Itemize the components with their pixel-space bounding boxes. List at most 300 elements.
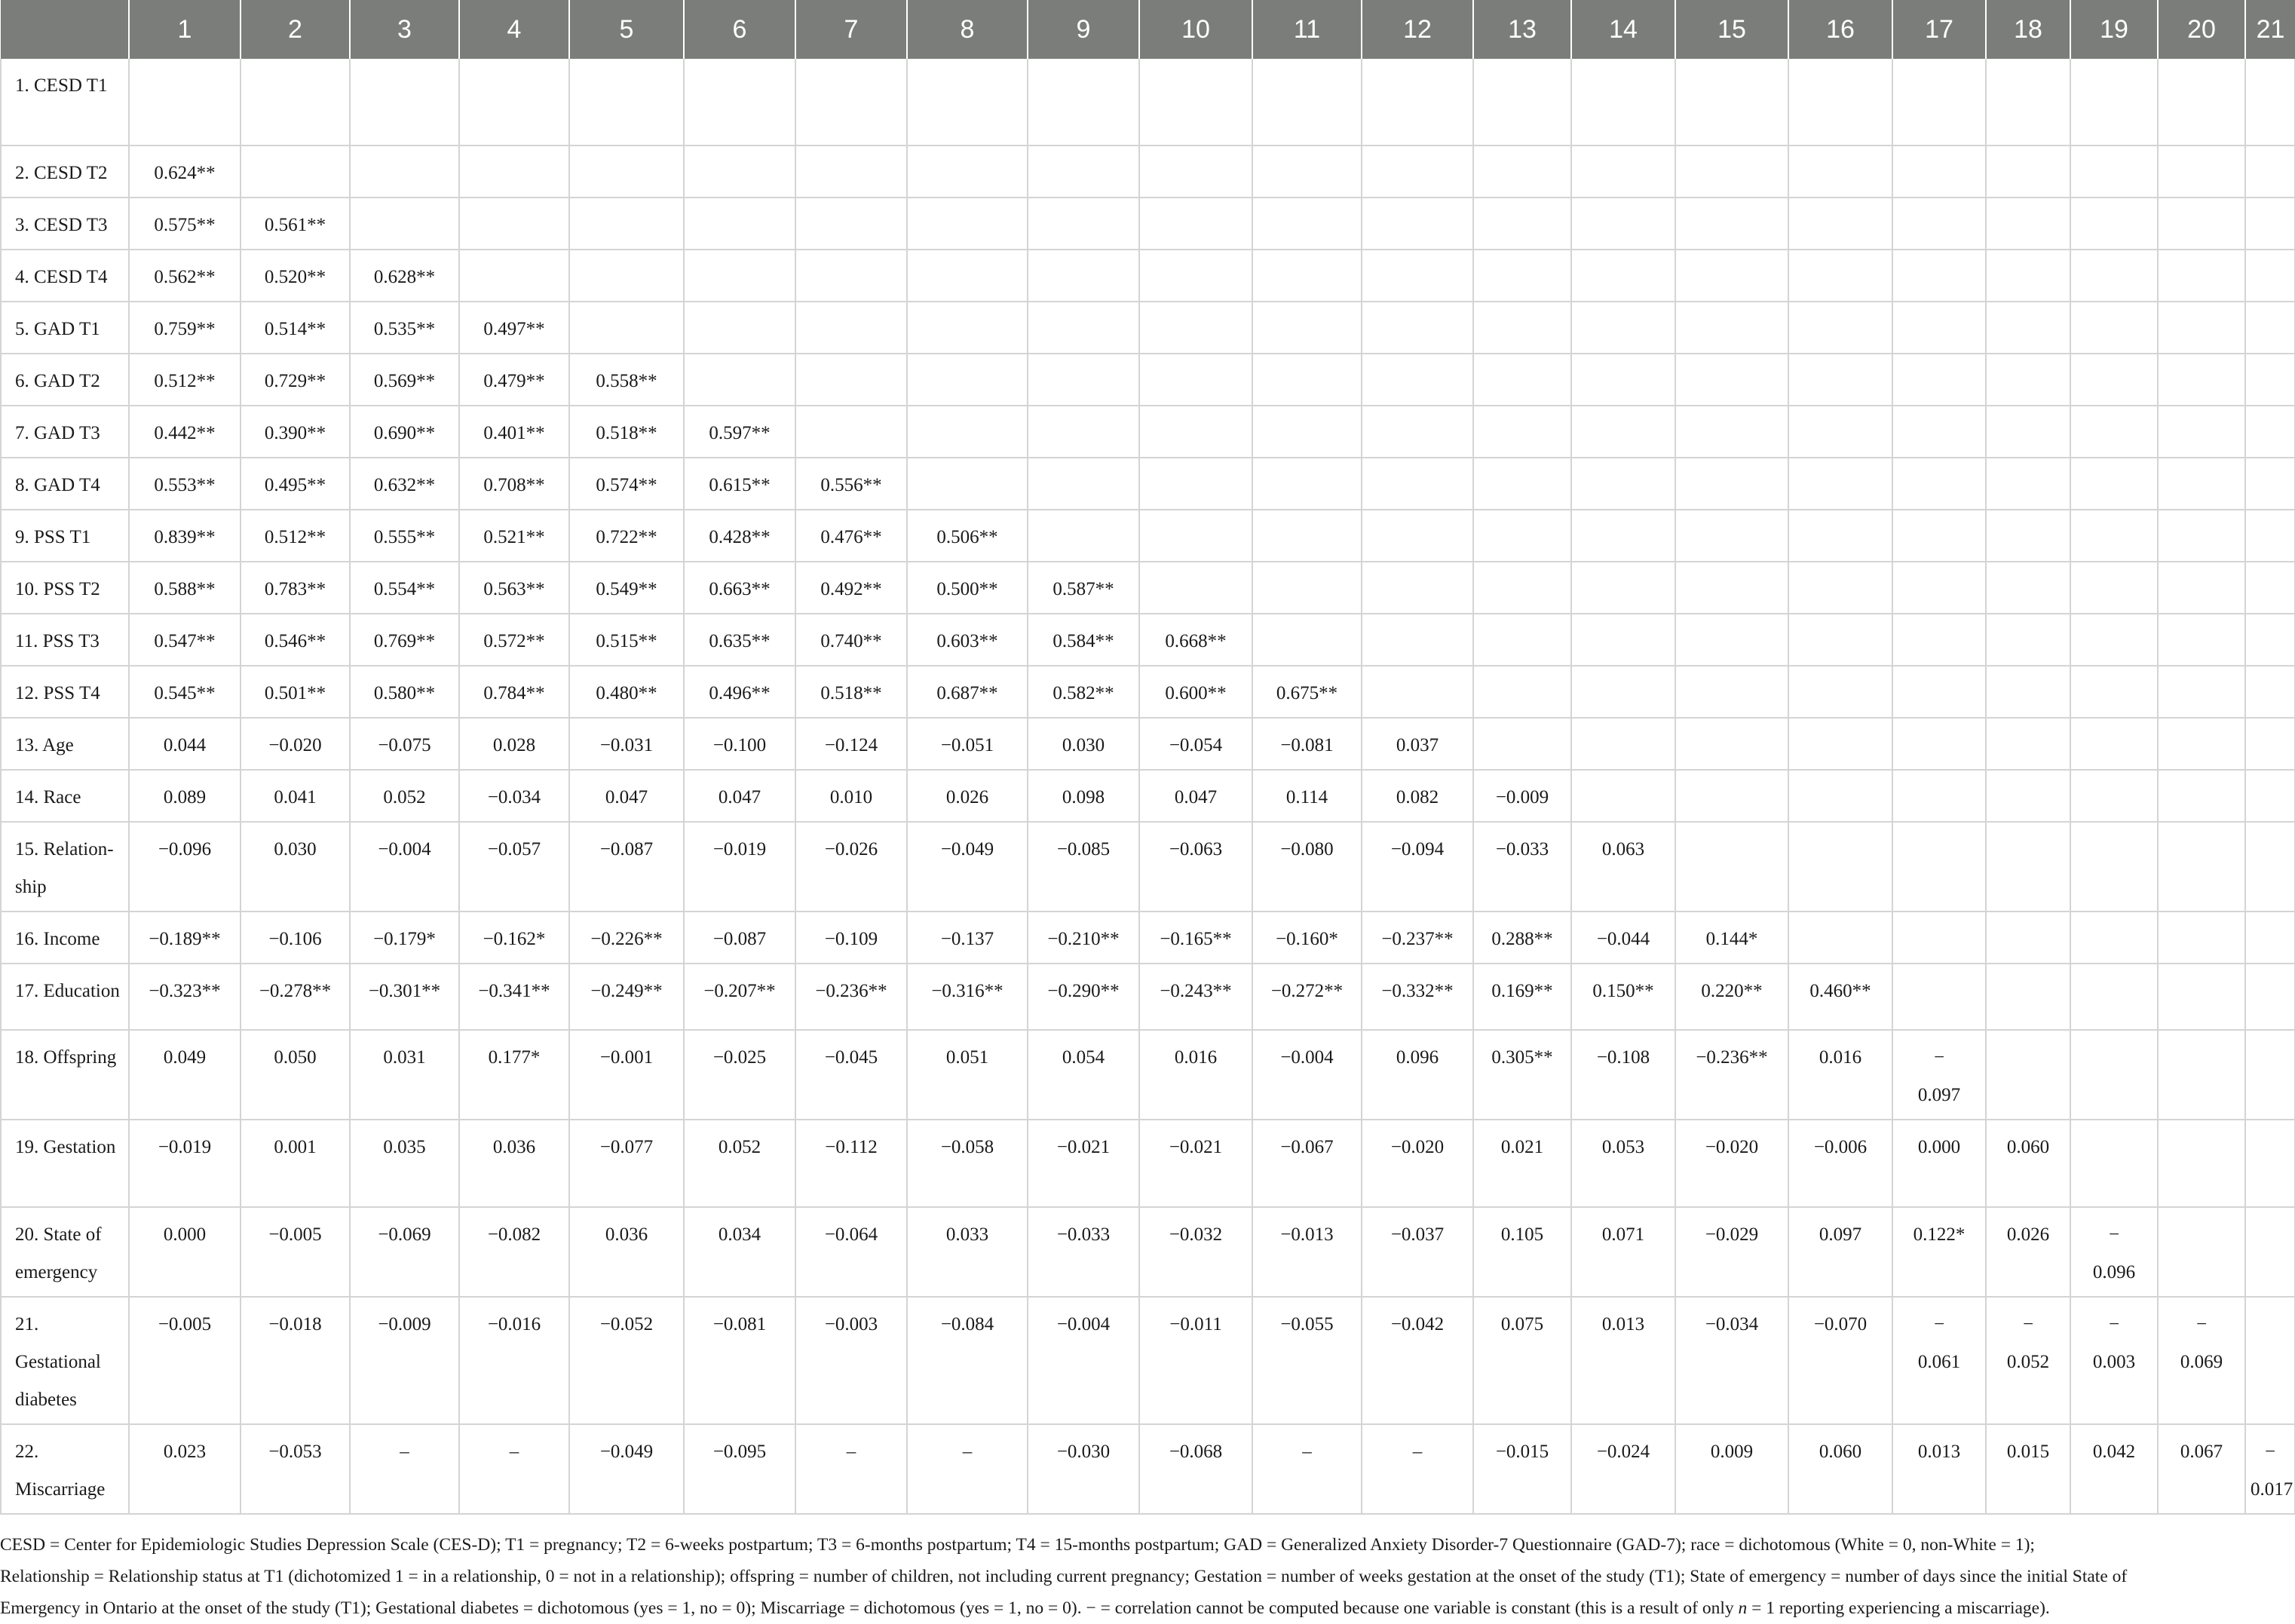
table-cell: 0.071 [1571,1207,1675,1297]
column-header: 19 [2070,0,2158,59]
table-cell: 0.305** [1473,1030,1571,1120]
table-cell [2070,912,2158,964]
table-cell [1473,198,1571,250]
table-cell [1788,770,1892,822]
table-cell [1892,302,1986,354]
table-cell: 0.442** [129,406,241,458]
table-cell [1986,510,2070,562]
table-cell: −0.323** [129,964,241,1030]
table-cell: −0.087 [569,822,684,912]
table-cell [1986,964,2070,1030]
table-cell: −0.013 [1252,1207,1362,1297]
table-cell [2070,302,2158,354]
table-cell: 0.497** [459,302,569,354]
table-cell: 0.097 [1788,1207,1892,1297]
row-label: 10. PSS T2 [1,562,129,614]
table-cell [459,198,569,250]
table-cell: 0.023 [129,1424,241,1514]
table-cell [2245,718,2295,770]
table-cell [1362,354,1473,406]
table-cell: 0.729** [241,354,350,406]
table-cell: 0.075 [1473,1297,1571,1424]
table-cell [907,458,1028,510]
table-cell [1675,59,1788,146]
table-row [1,964,2295,1030]
table-cell: −0.100 [684,718,795,770]
table-cell: 0.052 [684,1120,795,1207]
table-cell [2158,406,2245,458]
table-cell: −0.021 [1139,1120,1252,1207]
table-cell [350,198,459,250]
table-cell [1986,458,2070,510]
table-cell [1028,458,1139,510]
table-cell [2245,562,2295,614]
table-cell [1473,406,1571,458]
row-label: 22. Miscarriage [1,1424,129,1514]
table-cell [1252,406,1362,458]
table-cell: −0.108 [1571,1030,1675,1120]
table-cell: −0.084 [907,1297,1028,1424]
table-cell: 0.480** [569,666,684,718]
table-row [1,1297,2295,1424]
table-cell: −0.009 [350,1297,459,1424]
table-cell [241,59,350,146]
table-cell: −0.237** [1362,912,1473,964]
table-cell [1252,458,1362,510]
table-cell [459,146,569,198]
table-cell: 0.476** [795,510,907,562]
table-cell: 0.518** [569,406,684,458]
column-header: 15 [1675,0,1788,59]
row-label: 6. GAD T2 [1,354,129,406]
table-cell: −0.077 [569,1120,684,1207]
table-cell [795,250,907,302]
table-cell: −0.069 [350,1207,459,1297]
table-cell: −0.005 [241,1207,350,1297]
table-cell [2245,59,2295,146]
table-cell [1986,770,2070,822]
column-header: 4 [459,0,569,59]
table-cell: −0.087 [684,912,795,964]
table-cell: −0.009 [1473,770,1571,822]
table-cell [1986,718,2070,770]
table-cell: − 0.069 [2158,1297,2245,1424]
row-label: 8. GAD T4 [1,458,129,510]
table-row [1,822,2295,912]
table-cell: 0.052 [350,770,459,822]
table-cell: 0.041 [241,770,350,822]
table-cell: 0.520** [241,250,350,302]
table-cell: 0.009 [1675,1424,1788,1514]
table-cell: 0.553** [129,458,241,510]
table-cell [2070,354,2158,406]
table-cell: −0.011 [1139,1297,1252,1424]
table-cell: 0.047 [1139,770,1252,822]
table-cell: −0.045 [795,1030,907,1120]
column-header: 2 [241,0,350,59]
table-cell: 0.496** [684,666,795,718]
table-cell [2158,1120,2245,1207]
table-cell [1675,770,1788,822]
table-cell: 0.122* [1892,1207,1986,1297]
table-header-row [1,0,2295,59]
table-cell: −0.003 [795,1297,907,1424]
table-cell: 0.632** [350,458,459,510]
table-cell: −0.052 [569,1297,684,1424]
table-cell: −0.034 [1675,1297,1788,1424]
table-cell [1473,146,1571,198]
table-cell [569,146,684,198]
table-cell [1892,146,1986,198]
table-cell [1892,250,1986,302]
table-row [1,1424,2295,1514]
table-cell: −0.024 [1571,1424,1675,1514]
table-cell: −0.018 [241,1297,350,1424]
table-cell: 0.547** [129,614,241,666]
table-cell [129,59,241,146]
row-label: 11. PSS T3 [1,614,129,666]
table-cell: − 0.061 [1892,1297,1986,1424]
table-cell: 0.144* [1675,912,1788,964]
table-cell: −0.162* [459,912,569,964]
table-cell [1473,302,1571,354]
table-cell [2245,912,2295,964]
table-cell: −0.058 [907,1120,1028,1207]
table-cell: 0.663** [684,562,795,614]
table-cell [1139,198,1252,250]
table-cell [1571,146,1675,198]
table-cell: 0.569** [350,354,459,406]
table-cell: 0.105 [1473,1207,1571,1297]
table-row [1,718,2295,770]
table-row [1,614,2295,666]
table-cell: 0.521** [459,510,569,562]
column-header: 11 [1252,0,1362,59]
table-cell [2245,146,2295,198]
table-row [1,354,2295,406]
table-cell: −0.019 [684,822,795,912]
table-cell: 0.501** [241,666,350,718]
table-cell: 0.034 [684,1207,795,1297]
table-cell [907,250,1028,302]
table-cell [2070,770,2158,822]
table-cell: 0.060 [1788,1424,1892,1514]
table-cell: 0.030 [1028,718,1139,770]
table-cell: 0.036 [459,1120,569,1207]
table-cell [1788,510,1892,562]
table-cell [1892,406,1986,458]
table-cell [569,198,684,250]
table-cell: −0.068 [1139,1424,1252,1514]
table-cell: 0.042 [2070,1424,2158,1514]
table-cell: −0.016 [459,1297,569,1424]
table-cell [1788,822,1892,912]
table-cell [1362,59,1473,146]
table-cell [2245,406,2295,458]
table-cell [1675,354,1788,406]
table-cell: 0.839** [129,510,241,562]
table-cell: 0.563** [459,562,569,614]
table-cell [907,354,1028,406]
table-cell: 0.546** [241,614,350,666]
table-cell: −0.124 [795,718,907,770]
table-cell [1788,666,1892,718]
table-cell [907,406,1028,458]
table-cell [907,146,1028,198]
table-cell [459,59,569,146]
table-cell: −0.070 [1788,1297,1892,1424]
table-cell: −0.019 [129,1120,241,1207]
table-cell [2070,198,2158,250]
table-cell: −0.075 [350,718,459,770]
table-cell [1675,562,1788,614]
table-cell [2070,250,2158,302]
column-header: 21 [2245,0,2295,59]
column-header: 16 [1788,0,1892,59]
table-row [1,59,2295,146]
table-cell [2245,510,2295,562]
table-cell: 0.584** [1028,614,1139,666]
table-cell [2158,964,2245,1030]
table-cell: 0.479** [459,354,569,406]
table-cell: 0.044 [129,718,241,770]
table-cell [2070,614,2158,666]
table-cell: 0.063 [1571,822,1675,912]
table-cell: −0.096 [129,822,241,912]
table-cell [2245,770,2295,822]
table-cell [1571,302,1675,354]
header-corner [1,0,129,59]
table-cell: 0.035 [350,1120,459,1207]
table-cell: −0.243** [1139,964,1252,1030]
table-cell: – [1362,1424,1473,1514]
table-cell: −0.001 [569,1030,684,1120]
table-cell [1362,198,1473,250]
table-cell: −0.034 [459,770,569,822]
table-cell: − 0.017 [2245,1424,2295,1514]
table-cell: 0.574** [569,458,684,510]
table-cell: −0.189** [129,912,241,964]
table-cell: 0.549** [569,562,684,614]
table-cell [2158,666,2245,718]
table-cell [1986,666,2070,718]
table-cell: 0.401** [459,406,569,458]
table-cell: −0.179* [350,912,459,964]
table-cell: 0.067 [2158,1424,2245,1514]
row-label: 5. GAD T1 [1,302,129,354]
table-cell: 0.169** [1473,964,1571,1030]
table-cell [1571,614,1675,666]
table-cell: 0.554** [350,562,459,614]
row-label: 21. Gestational diabetes [1,1297,129,1424]
table-cell [350,146,459,198]
table-cell [795,302,907,354]
table-cell [1986,146,2070,198]
table-cell: 0.582** [1028,666,1139,718]
table-cell [1892,770,1986,822]
table-cell [2245,458,2295,510]
table-cell [1986,614,2070,666]
table-cell: 0.506** [907,510,1028,562]
table-cell: −0.049 [907,822,1028,912]
table-cell: 0.515** [569,614,684,666]
table-cell [1139,59,1252,146]
table-cell: −0.055 [1252,1297,1362,1424]
table-row [1,250,2295,302]
row-label: 18. Offspring [1,1030,129,1120]
table-cell [1788,59,1892,146]
table-cell [1252,614,1362,666]
table-cell [2158,302,2245,354]
table-cell [241,146,350,198]
table-cell: −0.054 [1139,718,1252,770]
table-cell: − 0.097 [1892,1030,1986,1120]
table-cell [1252,59,1362,146]
table-cell [569,250,684,302]
table-cell: – [795,1424,907,1514]
row-label: 17. Education [1,964,129,1030]
table-row [1,510,2295,562]
table-cell: 0.001 [241,1120,350,1207]
column-header: 6 [684,0,795,59]
table-cell [1892,562,1986,614]
table-row [1,406,2295,458]
table-cell: 0.687** [907,666,1028,718]
footnote-n-symbol: n [1738,1598,1748,1618]
table-cell [1139,302,1252,354]
table-cell [2070,1120,2158,1207]
table-cell: −0.290** [1028,964,1139,1030]
table-cell [2070,510,2158,562]
table-cell [2245,964,2295,1030]
column-header: 18 [1986,0,2070,59]
table-cell [2070,406,2158,458]
table-cell [2070,718,2158,770]
table-cell [1986,198,2070,250]
table-cell: −0.004 [1252,1030,1362,1120]
table-cell: – [459,1424,569,1514]
table-cell: 0.428** [684,510,795,562]
table-cell: 0.054 [1028,1030,1139,1120]
table-cell [1473,59,1571,146]
table-cell [1892,718,1986,770]
table-cell: −0.031 [569,718,684,770]
table-cell [1986,822,2070,912]
table-cell: 0.545** [129,666,241,718]
table-row [1,912,2295,964]
table-cell [2245,666,2295,718]
table-cell: −0.137 [907,912,1028,964]
table-cell: 0.668** [1139,614,1252,666]
table-cell: 0.514** [241,302,350,354]
table-cell [2245,1030,2295,1120]
table-cell: 0.098 [1028,770,1139,822]
table-cell [1788,198,1892,250]
table-cell [1892,198,1986,250]
table-cell [1892,666,1986,718]
table-cell [1362,614,1473,666]
table-cell: 0.600** [1139,666,1252,718]
row-label: 4. CESD T4 [1,250,129,302]
table-cell: −0.081 [1252,718,1362,770]
table-cell: 0.518** [795,666,907,718]
table-cell: 0.561** [241,198,350,250]
table-cell [1252,198,1362,250]
table-cell: − 0.052 [1986,1297,2070,1424]
table-cell: 0.558** [569,354,684,406]
table-cell [1473,510,1571,562]
table-cell [2070,562,2158,614]
table-cell: 0.390** [241,406,350,458]
table-cell: 0.556** [795,458,907,510]
table-cell [2070,1030,2158,1120]
table-cell [1252,354,1362,406]
table-cell [2070,146,2158,198]
table-cell: 0.013 [1571,1297,1675,1424]
table-cell [1986,59,2070,146]
table-footnote [0,1529,2269,1624]
table-cell [1362,458,1473,510]
column-header: 9 [1028,0,1139,59]
table-cell: 0.060 [1986,1120,2070,1207]
column-header: 5 [569,0,684,59]
table-cell [1986,354,2070,406]
table-cell: 0.572** [459,614,569,666]
table-cell [684,198,795,250]
table-cell: 0.010 [795,770,907,822]
table-cell [1892,510,1986,562]
table-cell: −0.109 [795,912,907,964]
table-cell [1028,406,1139,458]
table-cell [1571,354,1675,406]
table-cell: −0.082 [459,1207,569,1297]
table-cell: 0.492** [795,562,907,614]
table-cell [795,198,907,250]
table-cell: 0.114 [1252,770,1362,822]
table-cell: −0.165** [1139,912,1252,964]
table-cell [2245,354,2295,406]
table-cell: 0.759** [129,302,241,354]
table-cell: − 0.003 [2070,1297,2158,1424]
table-cell: – [1252,1424,1362,1514]
table-cell: −0.033 [1473,822,1571,912]
table-cell [1892,912,1986,964]
table-cell: −0.044 [1571,912,1675,964]
table-cell: −0.081 [684,1297,795,1424]
table-cell: 0.089 [129,770,241,822]
table-cell [1986,302,2070,354]
table-cell: −0.051 [907,718,1028,770]
table-cell [684,59,795,146]
table-cell [1139,458,1252,510]
table-row [1,458,2295,510]
table-cell: 0.096 [1362,1030,1473,1120]
footnote-line-3 [0,1592,2269,1624]
table-cell [1986,1030,2070,1120]
table-body [1,59,2295,1514]
table-cell [1675,458,1788,510]
table-cell [1788,912,1892,964]
table-cell [1571,718,1675,770]
table-cell: −0.042 [1362,1297,1473,1424]
column-header: 3 [350,0,459,59]
table-cell [684,302,795,354]
table-cell: 0.000 [1892,1120,1986,1207]
table-cell [2158,250,2245,302]
row-label: 7. GAD T3 [1,406,129,458]
table-cell: −0.025 [684,1030,795,1120]
table-cell [1788,146,1892,198]
